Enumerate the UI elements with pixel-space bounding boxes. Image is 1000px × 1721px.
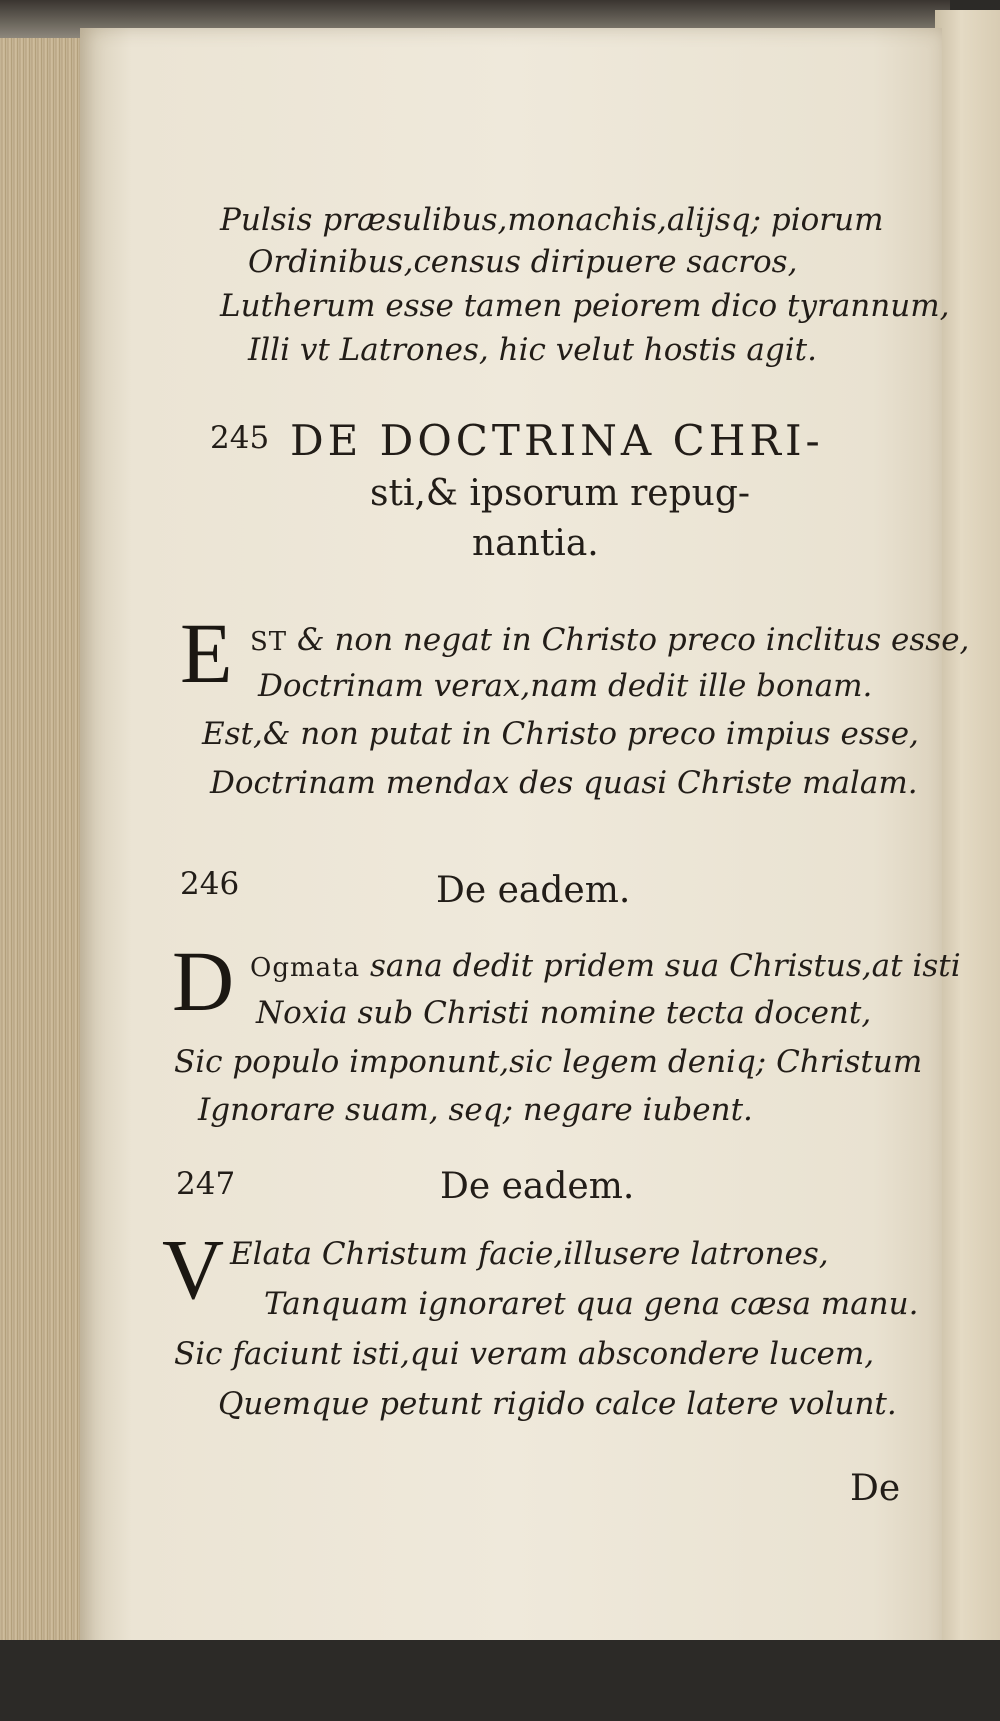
poem-line: Quemque petunt rigido calce latere volunt.	[218, 1386, 897, 1422]
first-word: Elata	[230, 1236, 312, 1272]
bottom-shadow	[0, 1640, 1000, 1721]
epigram-heading: De eadem.	[436, 870, 631, 911]
drop-capital: E	[180, 605, 233, 701]
epigram-heading: De eadem.	[440, 1166, 635, 1207]
epigram-heading: DE DOCTRINA CHRI-	[290, 416, 824, 465]
poem-line: Ignorare suam, seq; negare iubent.	[198, 1092, 753, 1128]
printed-page	[80, 28, 970, 1668]
catchword: De	[850, 1468, 901, 1509]
poem-line: Doctrinam mendax des quasi Christe malam.	[210, 765, 918, 801]
epigram-number: 245	[210, 420, 270, 456]
drop-capital: V	[162, 1221, 225, 1317]
poem-line: Tanquam ignoraret qua gena cæsa manu.	[264, 1286, 919, 1322]
poem-line: Est,& non putat in Christo preco impius esse,	[202, 716, 919, 752]
poem-line: Noxia sub Christi nomine tecta docent,	[256, 995, 872, 1031]
epigram-heading-cont: nantia.	[472, 523, 599, 564]
poem-line	[230, 1234, 829, 1274]
first-word: Ogmata	[250, 953, 361, 983]
drop-capital: D	[172, 933, 235, 1029]
poem-line	[250, 620, 969, 662]
poem-line: Illi vt Latrones, hic velut hostis agit.	[248, 332, 817, 368]
epigram-number: 246	[180, 866, 240, 902]
poem-line: Sic faciunt isti,qui veram abscondere lucem,	[174, 1336, 875, 1372]
poem-line: Ordinibus,census diripuere sacros,	[248, 244, 798, 280]
first-word: ST	[250, 627, 288, 657]
line-rest: Christum facie,illusere latrones,	[321, 1236, 829, 1272]
poem-line: Sic populo imponunt,sic legem deniq; Christum	[174, 1044, 923, 1080]
facing-page-edge	[935, 10, 1000, 1640]
epigram-number: 247	[176, 1166, 236, 1202]
poem-line: Lutherum esse tamen peiorem dico tyrannum,	[220, 288, 950, 324]
line-rest: sana dedit pridem sua Christus,at isti	[369, 948, 961, 984]
poem-line: Pulsis præsulibus,monachis,alijsq; piorum	[220, 202, 884, 238]
poem-line: Doctrinam verax,nam dedit ille bonam.	[258, 668, 873, 704]
epigram-heading-cont: sti,& ipsorum repug-	[370, 473, 751, 514]
poem-line	[250, 946, 961, 988]
line-rest: & non negat in Christo preco inclitus esse,	[297, 622, 970, 658]
